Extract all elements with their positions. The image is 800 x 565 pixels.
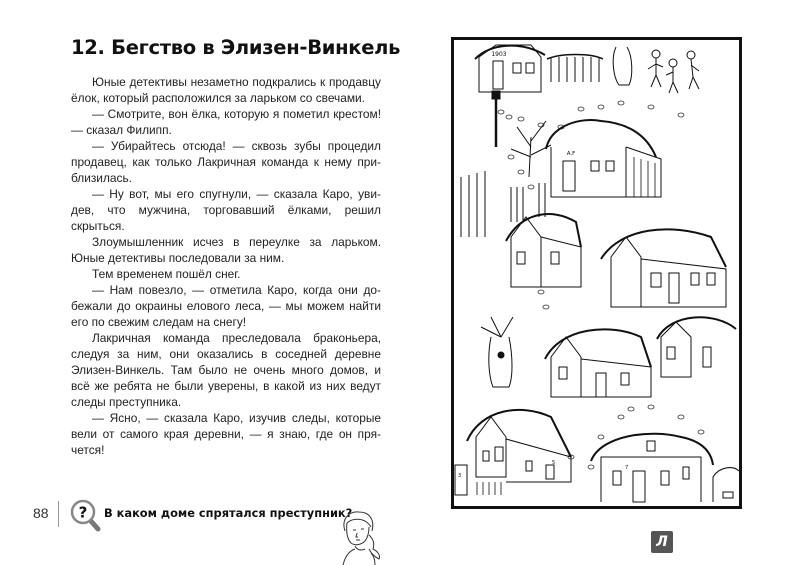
village-illustration [451, 37, 742, 509]
house-number-7: 7 [625, 465, 629, 471]
magnifier-question-icon [70, 499, 104, 533]
paragraph: — Убирайтесь отсюда! — сквозь зубы процедил продавец, как только Лакричная команда к нему приблизилась. [71, 139, 381, 185]
paragraph: — Ну вот, мы его спугнули, — сказала Каро, увидев, что мужчина, торговавший ёлками, решил скрыться. [71, 187, 381, 233]
house-sign-year: 1903 [491, 51, 507, 58]
svg-text:?: ? [78, 503, 88, 522]
house-number-3: 3 [458, 473, 462, 479]
puzzle-question: В каком доме спрятался преступник? [104, 506, 353, 520]
footer-divider [58, 501, 59, 527]
chapter-body [71, 74, 381, 458]
paragraph: — Смотрите, вон ёлка, которую я пометил крестом! — сказал Филипп. [71, 107, 381, 137]
right-page [420, 0, 800, 565]
house-1903 [475, 45, 545, 92]
paragraph: Лакричная команда преследовала браконьера, следуя за ним, они оказались в соседней деревне Элизен-Винкель. Там было не очень много домов, и всё же ребята не были уверены, в какой из них ведут следы преступника. [71, 331, 381, 409]
paragraph: — Нам повезло, — отметила Каро, когда они добежали до окраины елового леса, — мы можем найти его по свежим следам на снегу! [71, 283, 381, 329]
chapter-title: 12. Бегство в Элизен-Винкель [71, 36, 401, 59]
house-number-5: 5 [552, 460, 556, 466]
paragraph: — Ясно, — сказала Каро, изучив следы, которые вели от самого края деревни, — я знаю, где он прячется! [71, 411, 381, 457]
house-sign-initials: A.F [566, 151, 576, 157]
paragraph: Злоумышленник исчез в переулке за ларьком. Юные детективы последовали за ним. [71, 235, 381, 265]
publisher-logo: Л [651, 531, 673, 553]
paragraph: Тем временем пошёл снег. [92, 267, 241, 281]
girl-sketch-illustration [335, 509, 385, 565]
paragraph: Юные детективы незаметно подкрались к продавцу ёлок, который расположился за ларьком со свечами. [71, 75, 381, 105]
page-number: 88 [33, 505, 49, 521]
